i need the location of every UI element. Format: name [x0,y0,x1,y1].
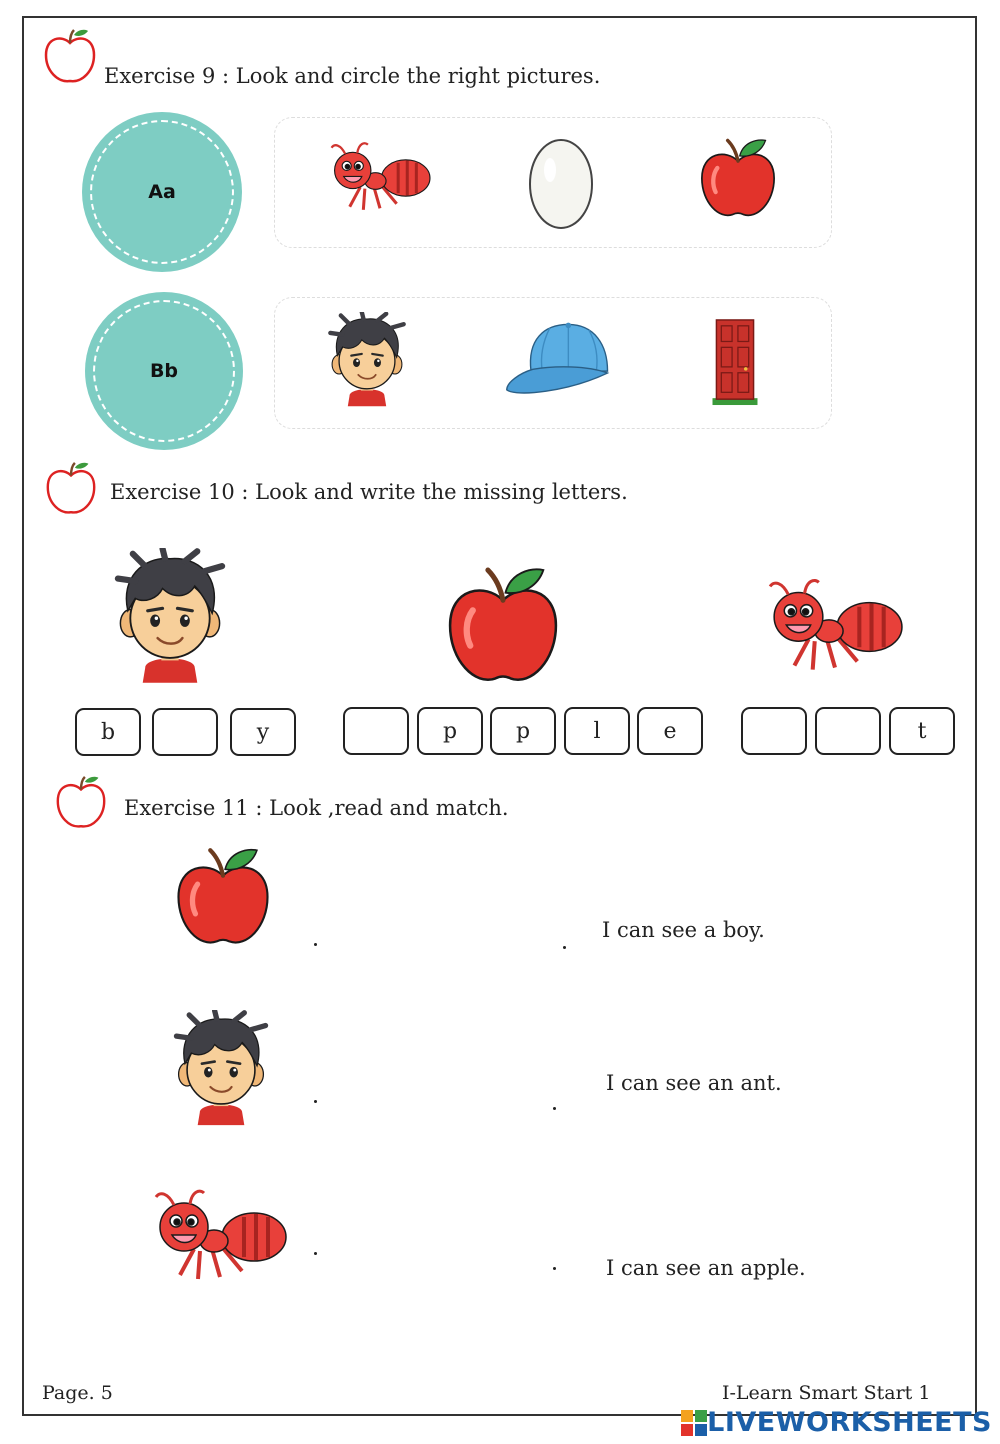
letter-box: l [564,707,630,755]
letter-input[interactable] [152,708,218,756]
page-number: Page. 5 [42,1382,113,1404]
apple-outline-icon [42,458,100,520]
match-dot-left[interactable] [314,1252,317,1255]
exercise-9-title: Exercise 9 : Look and circle the right pictures. [104,64,601,88]
letter-label: Aa [90,120,234,264]
book-title: I-Learn Smart Start 1 [722,1382,931,1404]
apple-outline-icon [40,26,100,88]
letter-box: y [230,708,296,756]
match-dot-right[interactable] [563,946,566,949]
apple-picture[interactable] [695,132,781,228]
boy-picture[interactable] [323,312,411,408]
letter-input[interactable] [343,707,409,755]
door-picture[interactable] [709,318,761,406]
letter-input[interactable] [815,707,881,755]
match-sentence: I can see an apple. [606,1256,806,1280]
match-sentence: I can see a boy. [602,918,765,942]
letter-box: p [490,707,556,755]
egg-picture[interactable] [523,132,599,232]
letter-circle-aa [82,112,242,272]
match-dot-left[interactable] [314,1100,317,1103]
apple-picture [440,560,566,696]
match-sentence: I can see an ant. [606,1071,782,1095]
letter-box: b [75,708,141,756]
boy-picture[interactable] [168,1010,274,1128]
ant-picture [764,576,906,678]
liveworksheets-logo [681,1407,992,1438]
ant-picture[interactable] [150,1186,290,1288]
ant-picture[interactable] [327,136,433,220]
letter-box: p [417,707,483,755]
liveworksheets-logo-icon [681,1410,707,1436]
letter-label: Bb [93,300,235,442]
cap-picture[interactable] [503,316,615,402]
exercise-11-title: Exercise 11 : Look ,read and match. [124,796,509,820]
letter-box: t [889,707,955,755]
letter-circle-bb [85,292,243,450]
picture-row-aa [274,117,832,248]
picture-row-bb [274,297,832,429]
letter-box: e [637,707,703,755]
apple-outline-icon [52,772,110,834]
match-dot-right[interactable] [553,1107,556,1110]
brand-name: LIVEWORKSHEETS [707,1407,992,1438]
exercise-10-title: Exercise 10 : Look and write the missing letters. [110,480,628,504]
boy-picture [108,548,232,686]
match-dot-left[interactable] [314,943,317,946]
match-dot-right[interactable] [553,1267,556,1270]
apple-picture[interactable] [170,840,276,958]
letter-input[interactable] [741,707,807,755]
